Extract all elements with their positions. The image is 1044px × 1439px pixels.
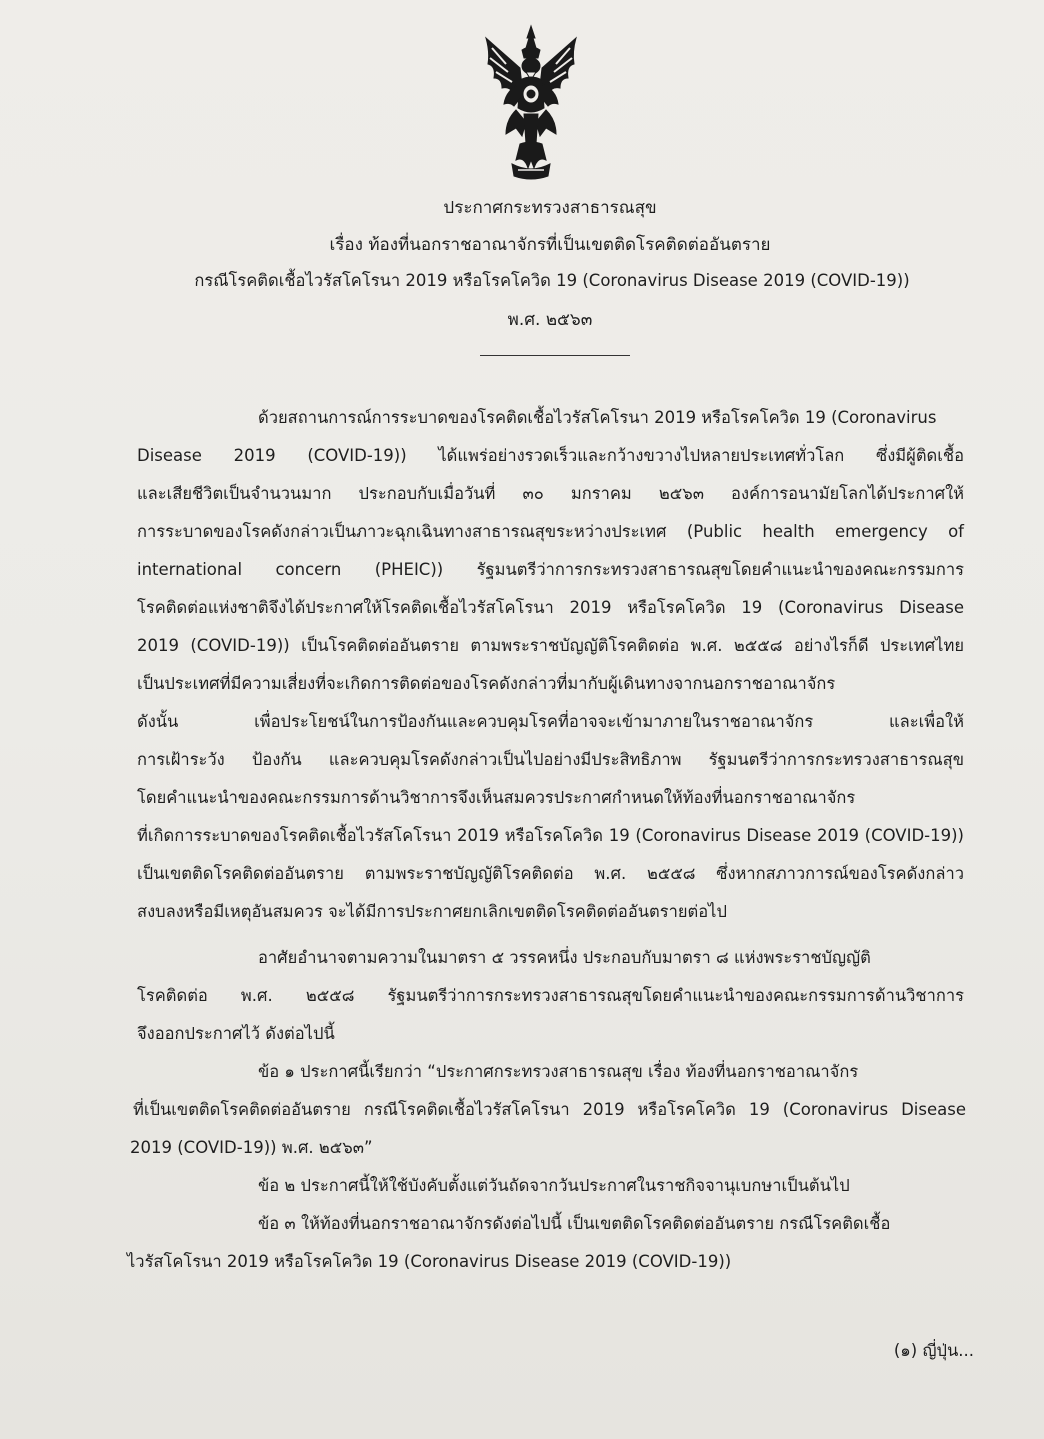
paragraph1-line: เป็นเขตติดโรคติดต่ออันตราย ตามพระราชบัญญัติโรคติดต่อ พ.ศ. ๒๕๕๘ ซึ่งหากสภาวการณ์ของโรคดังกล่าว [137, 864, 964, 883]
clause3-line: ไวรัสโคโรนา 2019 หรือโรคโควิด 19 (Coronavirus Disease 2019 (COVID-19)) [127, 1252, 732, 1271]
paragraph1-line: สงบลงหรือมีเหตุอันสมควร จะได้มีการประกาศยกเลิกเขตติดโรคติดต่ออันตรายต่อไป [137, 902, 727, 921]
paragraph1-line: โรคติดต่อแห่งชาติจึงได้ประกาศให้โรคติดเชื้อไวรัสโคโรนา 2019 หรือโรคโควิด 19 (Coronavirus Disease [137, 598, 964, 617]
paragraph1-line: ด้วยสถานการณ์การระบาดของโรคติดเชื้อไวรัสโคโรนา 2019 หรือโรคโควิด 19 (Coronavirus [258, 408, 937, 427]
announcement-title: ประกาศกระทรวงสาธารณสุข [443, 198, 657, 218]
clause1-line: ข้อ ๑ ประกาศนี้เรียกว่า “ประกาศกระทรวงสาธารณสุข เรื่อง ท้องที่นอกราชอาณาจักร [258, 1062, 859, 1081]
paragraph1-line: การระบาดของโรคดังกล่าวเป็นภาวะฉุกเฉินทางสาธารณสุขระหว่างประเทศ (Public health emergency of [137, 522, 964, 541]
paragraph2-line: อาศัยอำนาจตามความในมาตรา ๕ วรรคหนึ่ง ประกอบกับมาตรา ๘ แห่งพระราชบัญญัติ [258, 948, 871, 967]
paragraph1-line: international concern (PHEIC)) รัฐมนตรีว่าการกระทรวงสาธารณสุขโดยคำแนะนำของคณะกรรมการ [137, 560, 964, 579]
paragraph1-line: และเสียชีวิตเป็นจำนวนมาก ประกอบกับเมื่อวันที่ ๓๐ มกราคม ๒๕๖๓ องค์การอนามัยโลกได้ประกาศให้ [137, 484, 964, 503]
header-divider [480, 355, 630, 356]
paragraph1-line: 2019 (COVID-19)) เป็นโรคติดต่ออันตราย ตามพระราชบัญญัติโรคติดต่อ พ.ศ. ๒๕๕๘ อย่างไรก็ดี ประเทศไทย [137, 636, 964, 655]
paragraph1-line: ดังนั้น เพื่อประโยชน์ในการป้องกันและควบคุมโรคที่อาจจะเข้ามาภายในราชอาณาจักร และเพื่อให้ [137, 712, 964, 731]
announcement-subject: เรื่อง ท้องที่นอกราชอาณาจักรที่เป็นเขตติดโรคติดต่ออันตราย [329, 235, 771, 255]
clause2-line: ข้อ ๒ ประกาศนี้ให้ใช้บังคับตั้งแต่วันถัดจากวันประกาศในราชกิจจานุเบกษาเป็นต้นไป [258, 1176, 850, 1195]
announcement-case: กรณีโรคติดเชื้อไวรัสโคโรนา 2019 หรือโรคโควิด 19 (Coronavirus Disease 2019 (COVID-19)) [194, 271, 910, 290]
paragraph2-line: จึงออกประกาศไว้ ดังต่อไปนี้ [137, 1024, 335, 1043]
clause1-line: 2019 (COVID-19)) พ.ศ. ๒๕๖๓” [130, 1138, 373, 1157]
clause1-line: ที่เป็นเขตติดโรคติดต่ออันตราย กรณีโรคติดเชื้อไวรัสโคโรนา 2019 หรือโรคโควิด 19 (Coronavirus Disease [133, 1100, 966, 1119]
paragraph2-line: โรคติดต่อ พ.ศ. ๒๕๕๘ รัฐมนตรีว่าการกระทรวงสาธารณสุขโดยคำแนะนำของคณะกรรมการด้านวิชาการ [137, 986, 964, 1005]
paragraph1-line: ที่เกิดการระบาดของโรคติดเชื้อไวรัสโคโรนา 2019 หรือโรคโควิด 19 (Coronavirus Disease 2019 (COVID-19)) [137, 826, 964, 845]
garuda-emblem-icon [476, 24, 586, 182]
clause3-line: ข้อ ๓ ให้ท้องที่นอกราชอาณาจักรดังต่อไปนี้ เป็นเขตติดโรคติดต่ออันตราย กรณีโรคติดเชื้อ [258, 1214, 891, 1233]
page-continuation: (๑) ญี่ปุ่น... [893, 1341, 974, 1360]
paragraph1-line: โดยคำแนะนำของคณะกรรมการด้านวิชาการจึงเห็นสมควรประกาศกำหนดให้ท้องที่นอกราชอาณาจักร [137, 788, 856, 807]
paragraph1-line: Disease 2019 (COVID-19)) ได้แพร่อย่างรวดเร็วและกว้างขวางไปหลายประเทศทั่วโลก ซึ่งมีผู้ติดเชื้อ [137, 446, 964, 465]
announcement-year: พ.ศ. ๒๕๖๓ [507, 310, 593, 330]
paragraph1-line: เป็นประเทศที่มีความเสี่ยงที่จะเกิดการติดต่อของโรคดังกล่าวที่มากับผู้เดินทางจากนอกราชอาณาจักร [137, 674, 836, 693]
paragraph1-line: การเฝ้าระวัง ป้องกัน และควบคุมโรคดังกล่าวเป็นไปอย่างมีประสิทธิภาพ รัฐมนตรีว่าการกระทรวงสาธารณสุข [137, 750, 964, 769]
